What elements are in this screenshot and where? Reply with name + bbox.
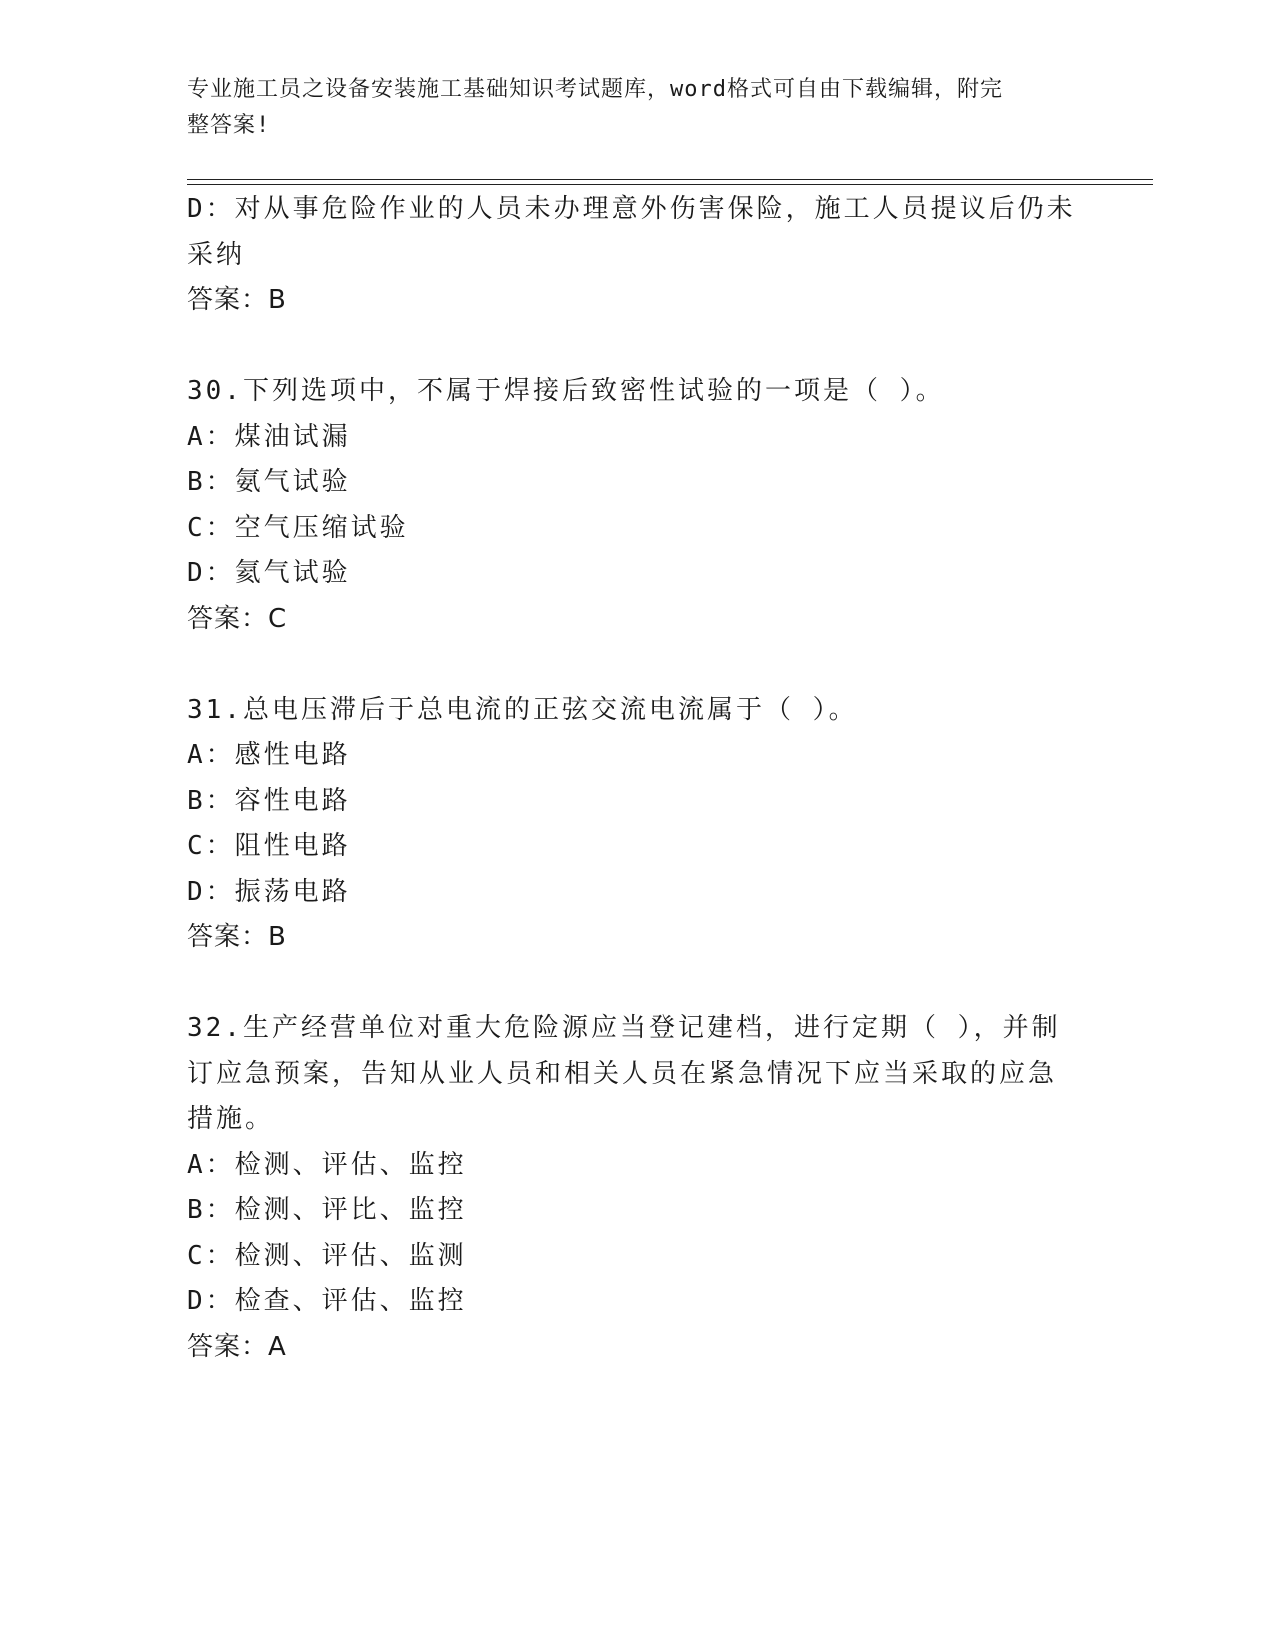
question-31 [187, 688, 1087, 961]
option-c: C：阻性电路 [187, 831, 351, 861]
spacer [187, 642, 1087, 688]
question-32 [187, 1006, 1087, 1370]
option-b: B：检测、评比、监控 [187, 1195, 467, 1225]
option-a: A：煤油试漏 [187, 421, 351, 452]
option-d-continued: 采纳 [187, 239, 246, 270]
option-d: D：氦气试验 [187, 558, 351, 588]
question-30 [187, 369, 1087, 642]
spacer [187, 961, 1087, 1007]
option-a: A：检测、评估、监控 [187, 1149, 467, 1180]
spacer [187, 324, 1087, 370]
option-d: D：振荡电路 [187, 876, 351, 907]
question-list [187, 187, 1087, 1370]
header-line-1: 专业施工员之设备安装施工基础知识考试题库，word格式可自由下载编辑，附完 [187, 77, 1003, 102]
header-divider-bottom [187, 184, 1153, 185]
option-a: A：感性电路 [187, 740, 351, 770]
answer: 答案：B [187, 922, 287, 952]
option-b: B：氨气试验 [187, 467, 351, 497]
question-stem: 32.生产经营单位对重大危险源应当登记建档，进行定期（ ），并制 [187, 1013, 1061, 1043]
answer: 答案：A [187, 1331, 287, 1362]
header-divider-top [187, 179, 1153, 180]
question-stem-continued: 订应急预案，告知从业人员和相关人员在紧急情况下应当采取的应急 [187, 1058, 1058, 1089]
answer: 答案：C [187, 603, 288, 634]
option-c: C：检测、评估、监测 [187, 1240, 467, 1271]
question-stem: 30.下列选项中，不属于焊接后致密性试验的一项是（ ）。 [187, 376, 945, 406]
option-d: D：检查、评估、监控 [187, 1286, 467, 1316]
header-line-2: 整答案! [187, 113, 271, 138]
question-stem: 31.总电压滞后于总电流的正弦交流电流属于（ ）。 [187, 694, 858, 725]
answer: 答案：B [187, 285, 287, 315]
document-header [187, 72, 1067, 144]
option-b: B：容性电路 [187, 785, 351, 816]
question-stem-continued: 措施。 [187, 1104, 275, 1134]
option-c: C：空气压缩试验 [187, 512, 409, 543]
option-d: D：对从事危险作业的人员未办理意外伤害保险，施工人员提议后仍未 [187, 194, 1076, 224]
previous-question-tail [187, 187, 1087, 324]
